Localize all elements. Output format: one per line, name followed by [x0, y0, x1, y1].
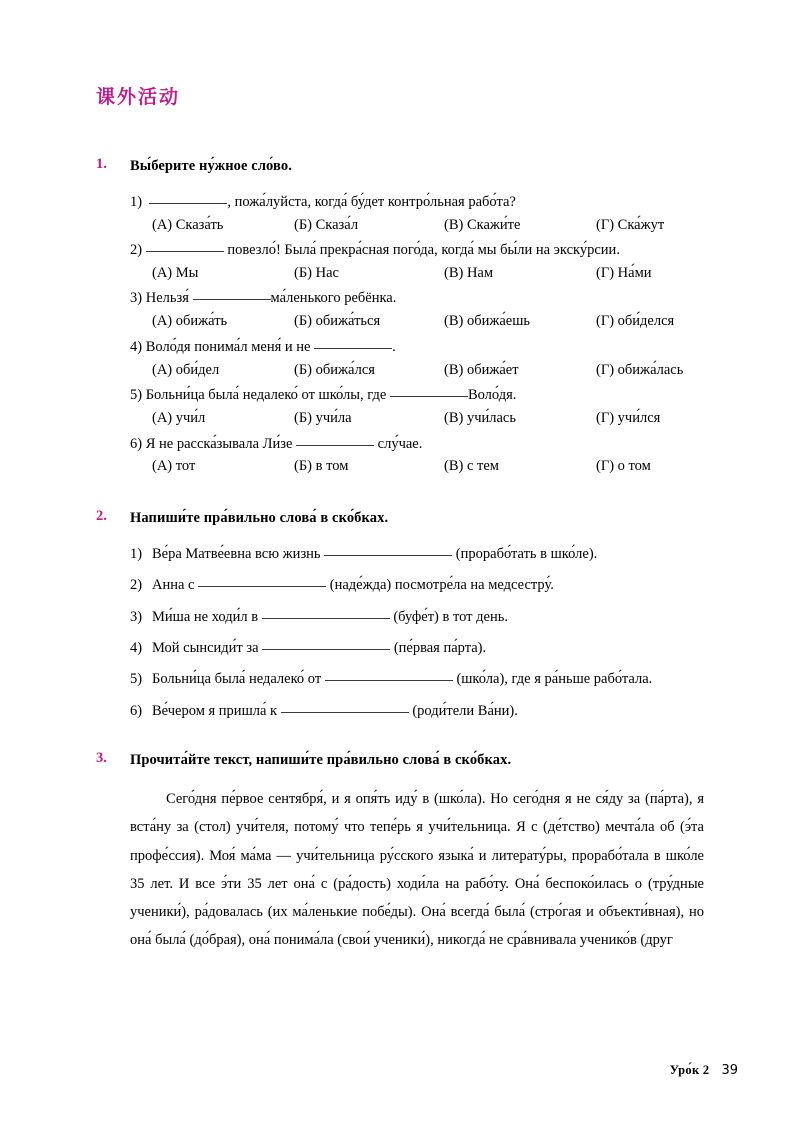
- exercise-1-question-list: [96, 191, 706, 479]
- option-g[interactable]: (Г) Ска́жут: [596, 216, 665, 233]
- question-tail: слу́чае.: [374, 435, 423, 452]
- option-a[interactable]: (А) Мы: [152, 264, 199, 281]
- exercise-1-header: [96, 155, 706, 177]
- page-content: [96, 155, 706, 955]
- option-b[interactable]: (Б) обижа́ться: [294, 313, 381, 330]
- fill-item-tail: (наде́жда) посмотре́ла на медсестру́.: [329, 577, 554, 594]
- option-row: [130, 455, 706, 478]
- option-a[interactable]: (А) учи́л: [152, 410, 206, 427]
- question-number: 2): [130, 241, 143, 258]
- question-text: [130, 336, 706, 359]
- exercise-3: [96, 749, 706, 954]
- question-head: Я не расска́зывала Ли́зе: [145, 435, 297, 452]
- fill-item-tail: (пе́рвая па́рта).: [393, 639, 487, 656]
- option-b[interactable]: (Б) обижа́лся: [294, 361, 375, 378]
- question-text: [130, 239, 706, 262]
- answer-blank[interactable]: [262, 649, 390, 650]
- option-b[interactable]: (Б) в том: [294, 458, 349, 475]
- exercise-1-number: 1.: [96, 156, 107, 172]
- exercise-3-header: [96, 749, 706, 771]
- question-head: Больни́ца была́ недалеко́ от шко́лы, где: [145, 387, 390, 404]
- fill-item-number: 4): [130, 639, 143, 656]
- answer-blank[interactable]: [193, 299, 271, 300]
- fill-item-number: 6): [130, 702, 143, 719]
- fill-item-head: Больни́ца была́ недалеко́ от: [152, 671, 325, 688]
- option-b[interactable]: (Б) Сказа́л: [294, 216, 359, 233]
- answer-blank[interactable]: [390, 396, 468, 397]
- answer-blank[interactable]: [198, 586, 326, 587]
- fill-item-head: Анна с: [152, 577, 199, 594]
- exercise-2-item-list: [96, 543, 706, 724]
- option-a[interactable]: (А) Сказа́ть: [152, 216, 224, 233]
- question-number: 6): [130, 435, 143, 452]
- answer-blank[interactable]: [314, 348, 392, 349]
- option-row: [130, 214, 706, 237]
- spacer: [96, 731, 706, 749]
- question-text: [130, 287, 706, 310]
- fill-item: [130, 606, 706, 629]
- answer-blank[interactable]: [262, 618, 390, 619]
- answer-blank[interactable]: [281, 712, 409, 713]
- question-text: [130, 191, 706, 214]
- option-g[interactable]: (Г) оби́делся: [596, 313, 675, 330]
- option-v[interactable]: (В) Нам: [444, 264, 494, 281]
- option-g[interactable]: (Г) обижа́лась: [596, 361, 684, 378]
- page-footer: [670, 1063, 738, 1078]
- section-heading-chinese: 课外活动: [96, 86, 181, 108]
- question-item: [130, 384, 706, 430]
- option-row: [130, 359, 706, 382]
- question-tail: повезло́! Была́ прекра́сная пого́да, когда́ мы бы́ли на экску́рсии.: [223, 241, 620, 258]
- question-item: [130, 287, 706, 333]
- question-number: 3): [130, 290, 143, 307]
- fill-item: [130, 574, 706, 597]
- option-v[interactable]: (В) обижа́ешь: [444, 313, 531, 330]
- option-row: [130, 310, 706, 333]
- reading-paragraph: Сего́дня пе́рвое сентября́, и я опя́ть иду́ в (шко́ла). Но сего́дня я не ся́ду за (па́рта), я вста́ну за (стол) учи́теля, потому́ что тепе́рь я учи́тельница. Я с (де́тство) мечта́ла об (э́та профе́ссия). Моя́ ма́ма — учи́тельница ру́сского языка́ и литерату́ры, прорабо́тала в шко́ле 35 лет. И все э́ти 35 лет она́ с (ра́дость) ходи́ла на рабо́ту. Она́ беспоко́илась о (тру́дные ученики́), ра́довалась (их ма́ленькие побе́ды). Она́ всегда́ была́ (стро́гая и объекти́вная), но она́ была́ (до́брая), она́ понима́ла (свои́ ученики́), никогда́ не сра́внивала ученико́в (друг: [130, 791, 704, 949]
- option-v[interactable]: (В) Скажи́те: [444, 216, 521, 233]
- option-row: [130, 262, 706, 285]
- exercise-1-title: Вы́берите ну́жное сло́во.: [130, 158, 292, 174]
- fill-item-number: 1): [130, 545, 143, 562]
- question-tail: Воло́дя.: [467, 387, 517, 404]
- option-g[interactable]: (Г) о том: [596, 458, 651, 475]
- option-b[interactable]: (Б) учи́ла: [294, 410, 352, 427]
- fill-item-head: Ве́ра Матве́евна всю жизнь: [152, 545, 325, 562]
- question-number: 5): [130, 387, 143, 404]
- answer-blank[interactable]: [324, 555, 452, 556]
- fill-item: [130, 543, 706, 566]
- fill-item-head: Мой сынсиди́т за: [152, 639, 263, 656]
- fill-item: [130, 637, 706, 660]
- option-v[interactable]: (В) с тем: [444, 458, 499, 475]
- question-tail: .: [392, 338, 396, 355]
- page-number: 39: [721, 1063, 738, 1078]
- question-head: Нельзя́: [145, 290, 193, 307]
- answer-blank[interactable]: [149, 203, 227, 204]
- question-item: [130, 239, 706, 285]
- exercise-2-number: 2.: [96, 507, 107, 524]
- answer-blank[interactable]: [146, 251, 224, 252]
- exercise-2-title: Напиши́те пра́вильно слова́ в ско́бках.: [130, 509, 389, 526]
- question-item: [130, 433, 706, 479]
- question-number: 1): [130, 193, 143, 210]
- fill-item: [130, 668, 706, 691]
- fill-item-tail: (роди́тели Ва́ни).: [412, 702, 518, 719]
- option-g[interactable]: (Г) На́ми: [596, 264, 652, 281]
- lesson-label: Уро́к 2: [669, 1063, 710, 1077]
- fill-item-tail: (шко́ла), где я ра́ньше рабо́тала.: [456, 671, 653, 688]
- option-a[interactable]: (А) тот: [152, 458, 196, 475]
- option-row: [130, 407, 706, 430]
- fill-item: [130, 700, 706, 723]
- option-a[interactable]: (А) оби́дел: [152, 361, 220, 378]
- exercise-1: [96, 155, 706, 479]
- fill-item-head: Ве́чером я пришла́ к: [152, 702, 281, 719]
- option-v[interactable]: (В) обижа́ет: [444, 361, 519, 378]
- question-item: [130, 191, 706, 237]
- option-b[interactable]: (Б) Нас: [294, 264, 339, 281]
- option-g[interactable]: (Г) учи́лся: [596, 410, 661, 427]
- question-text: [130, 384, 706, 407]
- question-item: [130, 336, 706, 382]
- question-number: 4): [130, 338, 143, 355]
- exercise-2-header: [96, 507, 706, 529]
- fill-item-number: 3): [130, 608, 143, 625]
- fill-item-head: Ми́ша не ходи́л в: [152, 608, 262, 625]
- exercise-3-number: 3.: [96, 750, 107, 767]
- question-tail: , пожа́луйста, когда́ бу́дет контро́льная рабо́та?: [227, 193, 516, 210]
- question-head: Воло́дя понима́л меня́ и не: [145, 338, 315, 355]
- exercise-2: [96, 507, 706, 724]
- exercise-3-title: Прочита́йте текст, напиши́те пра́вильно слова́ в ско́бках.: [130, 752, 512, 769]
- question-tail: ма́ленького ребёнка.: [270, 290, 397, 307]
- option-a[interactable]: (А) обижа́ть: [152, 313, 228, 330]
- fill-item-tail: (прорабо́тать в шко́ле).: [455, 545, 598, 562]
- fill-item-number: 5): [130, 671, 143, 688]
- fill-item-tail: (буфе́т) в тот день.: [393, 608, 508, 625]
- answer-blank[interactable]: [325, 680, 453, 681]
- question-text: [130, 433, 706, 456]
- answer-blank[interactable]: [296, 445, 374, 446]
- option-v[interactable]: (В) учи́лась: [444, 410, 516, 427]
- fill-item-number: 2): [130, 577, 143, 594]
- spacer: [96, 481, 706, 507]
